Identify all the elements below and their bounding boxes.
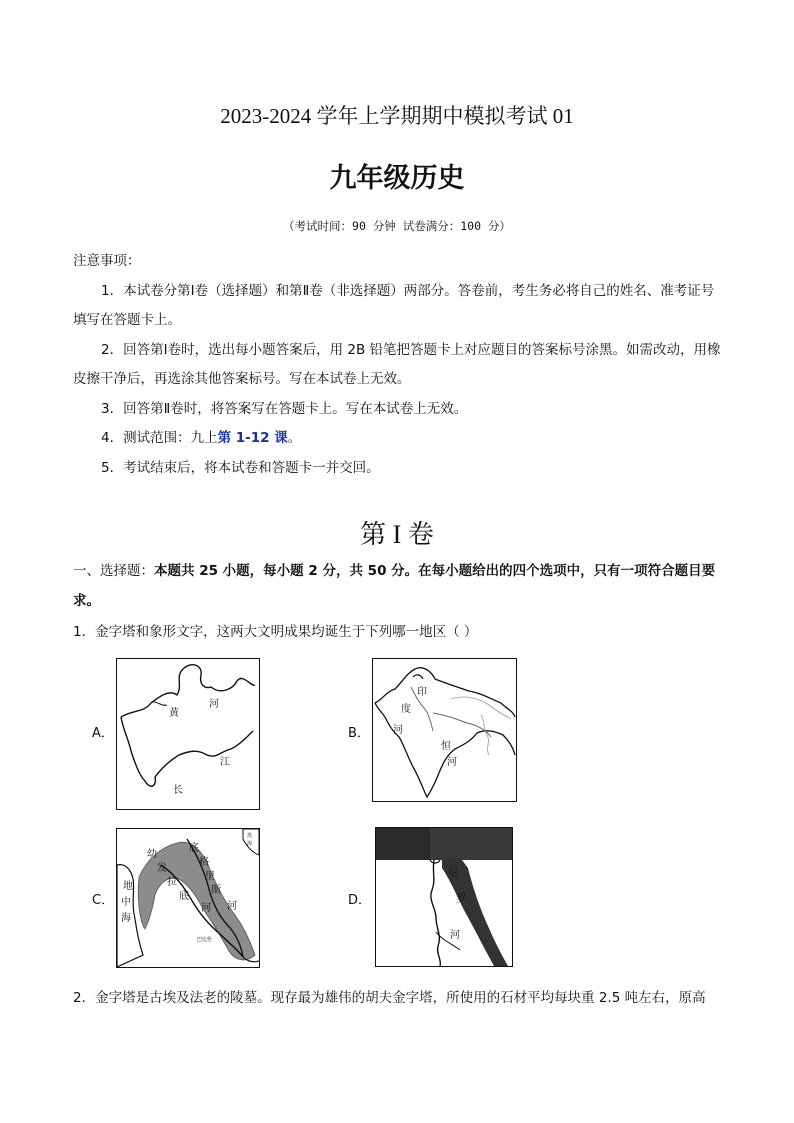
map-india	[373, 659, 516, 801]
map-a-label-3: 长	[173, 785, 183, 796]
map-c-label-13: 海	[121, 913, 131, 924]
map-nile	[376, 828, 512, 966]
section-body: 本题共 25 小题，每小题 2 分，共 50 分。在每小题给出的四个选项中，只有一项符合题目要求。	[73, 563, 716, 609]
option-a-label: A．	[92, 726, 114, 741]
map-c-label-6: 幼	[147, 849, 157, 860]
map-d-label-2: 罗	[456, 894, 466, 905]
map-c-label-16: 巴比伦	[197, 937, 213, 943]
note-item-4	[73, 424, 723, 454]
option-b-label: B．	[348, 726, 370, 741]
map-yellow-yangtze	[117, 659, 259, 809]
section-heading	[73, 556, 723, 616]
map-b-label-5: 河	[447, 757, 457, 768]
map-a-label-2: 河	[209, 699, 219, 710]
section-prefix: 一、选择题：	[73, 563, 154, 579]
option-c-label: C．	[92, 893, 115, 908]
map-option-d	[375, 827, 513, 967]
note-item-4-prefix: 4．测试范围：九上	[101, 430, 218, 446]
note-item-1: 1．本试卷分第Ⅰ卷（选择题）和第Ⅱ卷（非选择题）两部分。答卷前，考生务必将自己的姓名、准考证号填写在答题卡上。	[73, 282, 715, 328]
map-a-label-1: 黄	[169, 708, 179, 719]
map-c-label-5: 河	[227, 901, 237, 912]
map-b-label-1: 印	[417, 687, 427, 698]
map-c-label-1: 底	[189, 843, 199, 854]
map-c-label-10: 河	[201, 903, 211, 914]
map-b-label-3: 河	[393, 725, 403, 736]
map-mesopotamia	[117, 829, 259, 967]
note-item-5: 5．考试结束后，将本试卷和答题卡一并交回。	[101, 459, 380, 476]
map-c-label-14: 黑	[247, 833, 253, 839]
map-d-label-1: 尼	[448, 868, 458, 879]
map-option-b	[372, 658, 517, 802]
map-c-label-4: 斯	[211, 885, 221, 896]
map-c-label-9: 底	[179, 891, 189, 902]
map-b-label-2: 度	[401, 704, 411, 715]
map-option-a	[116, 658, 260, 810]
note-item-2: 2．回答第Ⅰ卷时，选出每小题答案后，用 2B 铅笔把答题卡上对应题目的答案标号涂黑。如需改动，用橡皮擦干净后，再选涂其他答案标号。写在本试卷上无效。	[73, 341, 721, 387]
test-range: 第 1-12 课	[217, 430, 288, 446]
map-c-label-12: 中	[121, 897, 131, 908]
note-item-3: 3．回答第Ⅱ卷时，将答案写在答题卡上。写在本试卷上无效。	[101, 400, 468, 417]
subject-title: 九年级历史	[329, 163, 465, 194]
map-d-label-3: 河	[450, 930, 460, 941]
map-b-label-4: 恒	[441, 741, 451, 752]
map-c-label-15: 海	[247, 841, 253, 847]
volume-title: 第 I 卷	[360, 520, 434, 549]
map-c-label-3: 里	[205, 871, 215, 882]
option-d-label: D．	[348, 893, 372, 908]
question-2: 2．金字塔是古埃及法老的陵墓。现存最为雄伟的胡夫金字塔，所使用的石材平均每块重 2.5 吨左右，原高	[73, 990, 706, 1006]
map-a-label-4: 江	[220, 757, 230, 768]
map-c-label-2: 格	[199, 857, 209, 868]
notes-block	[73, 247, 723, 483]
map-c-label-8: 拉	[167, 877, 177, 888]
notes-heading: 注意事项：	[73, 253, 141, 269]
map-c-label-11: 地	[123, 881, 133, 892]
question-1: 1．金字塔和象形文字，这两大文明成果均诞生于下列哪一地区（ ）	[73, 624, 478, 640]
note-item-4-suffix: 。	[287, 430, 302, 446]
exam-title: 2023-2024 学年上学期期中模拟考试 01	[220, 104, 574, 128]
exam-info: （考试时间：90 分钟 试卷满分：100 分）	[283, 219, 511, 233]
map-c-label-7: 发	[157, 863, 167, 874]
map-option-c	[116, 828, 260, 968]
